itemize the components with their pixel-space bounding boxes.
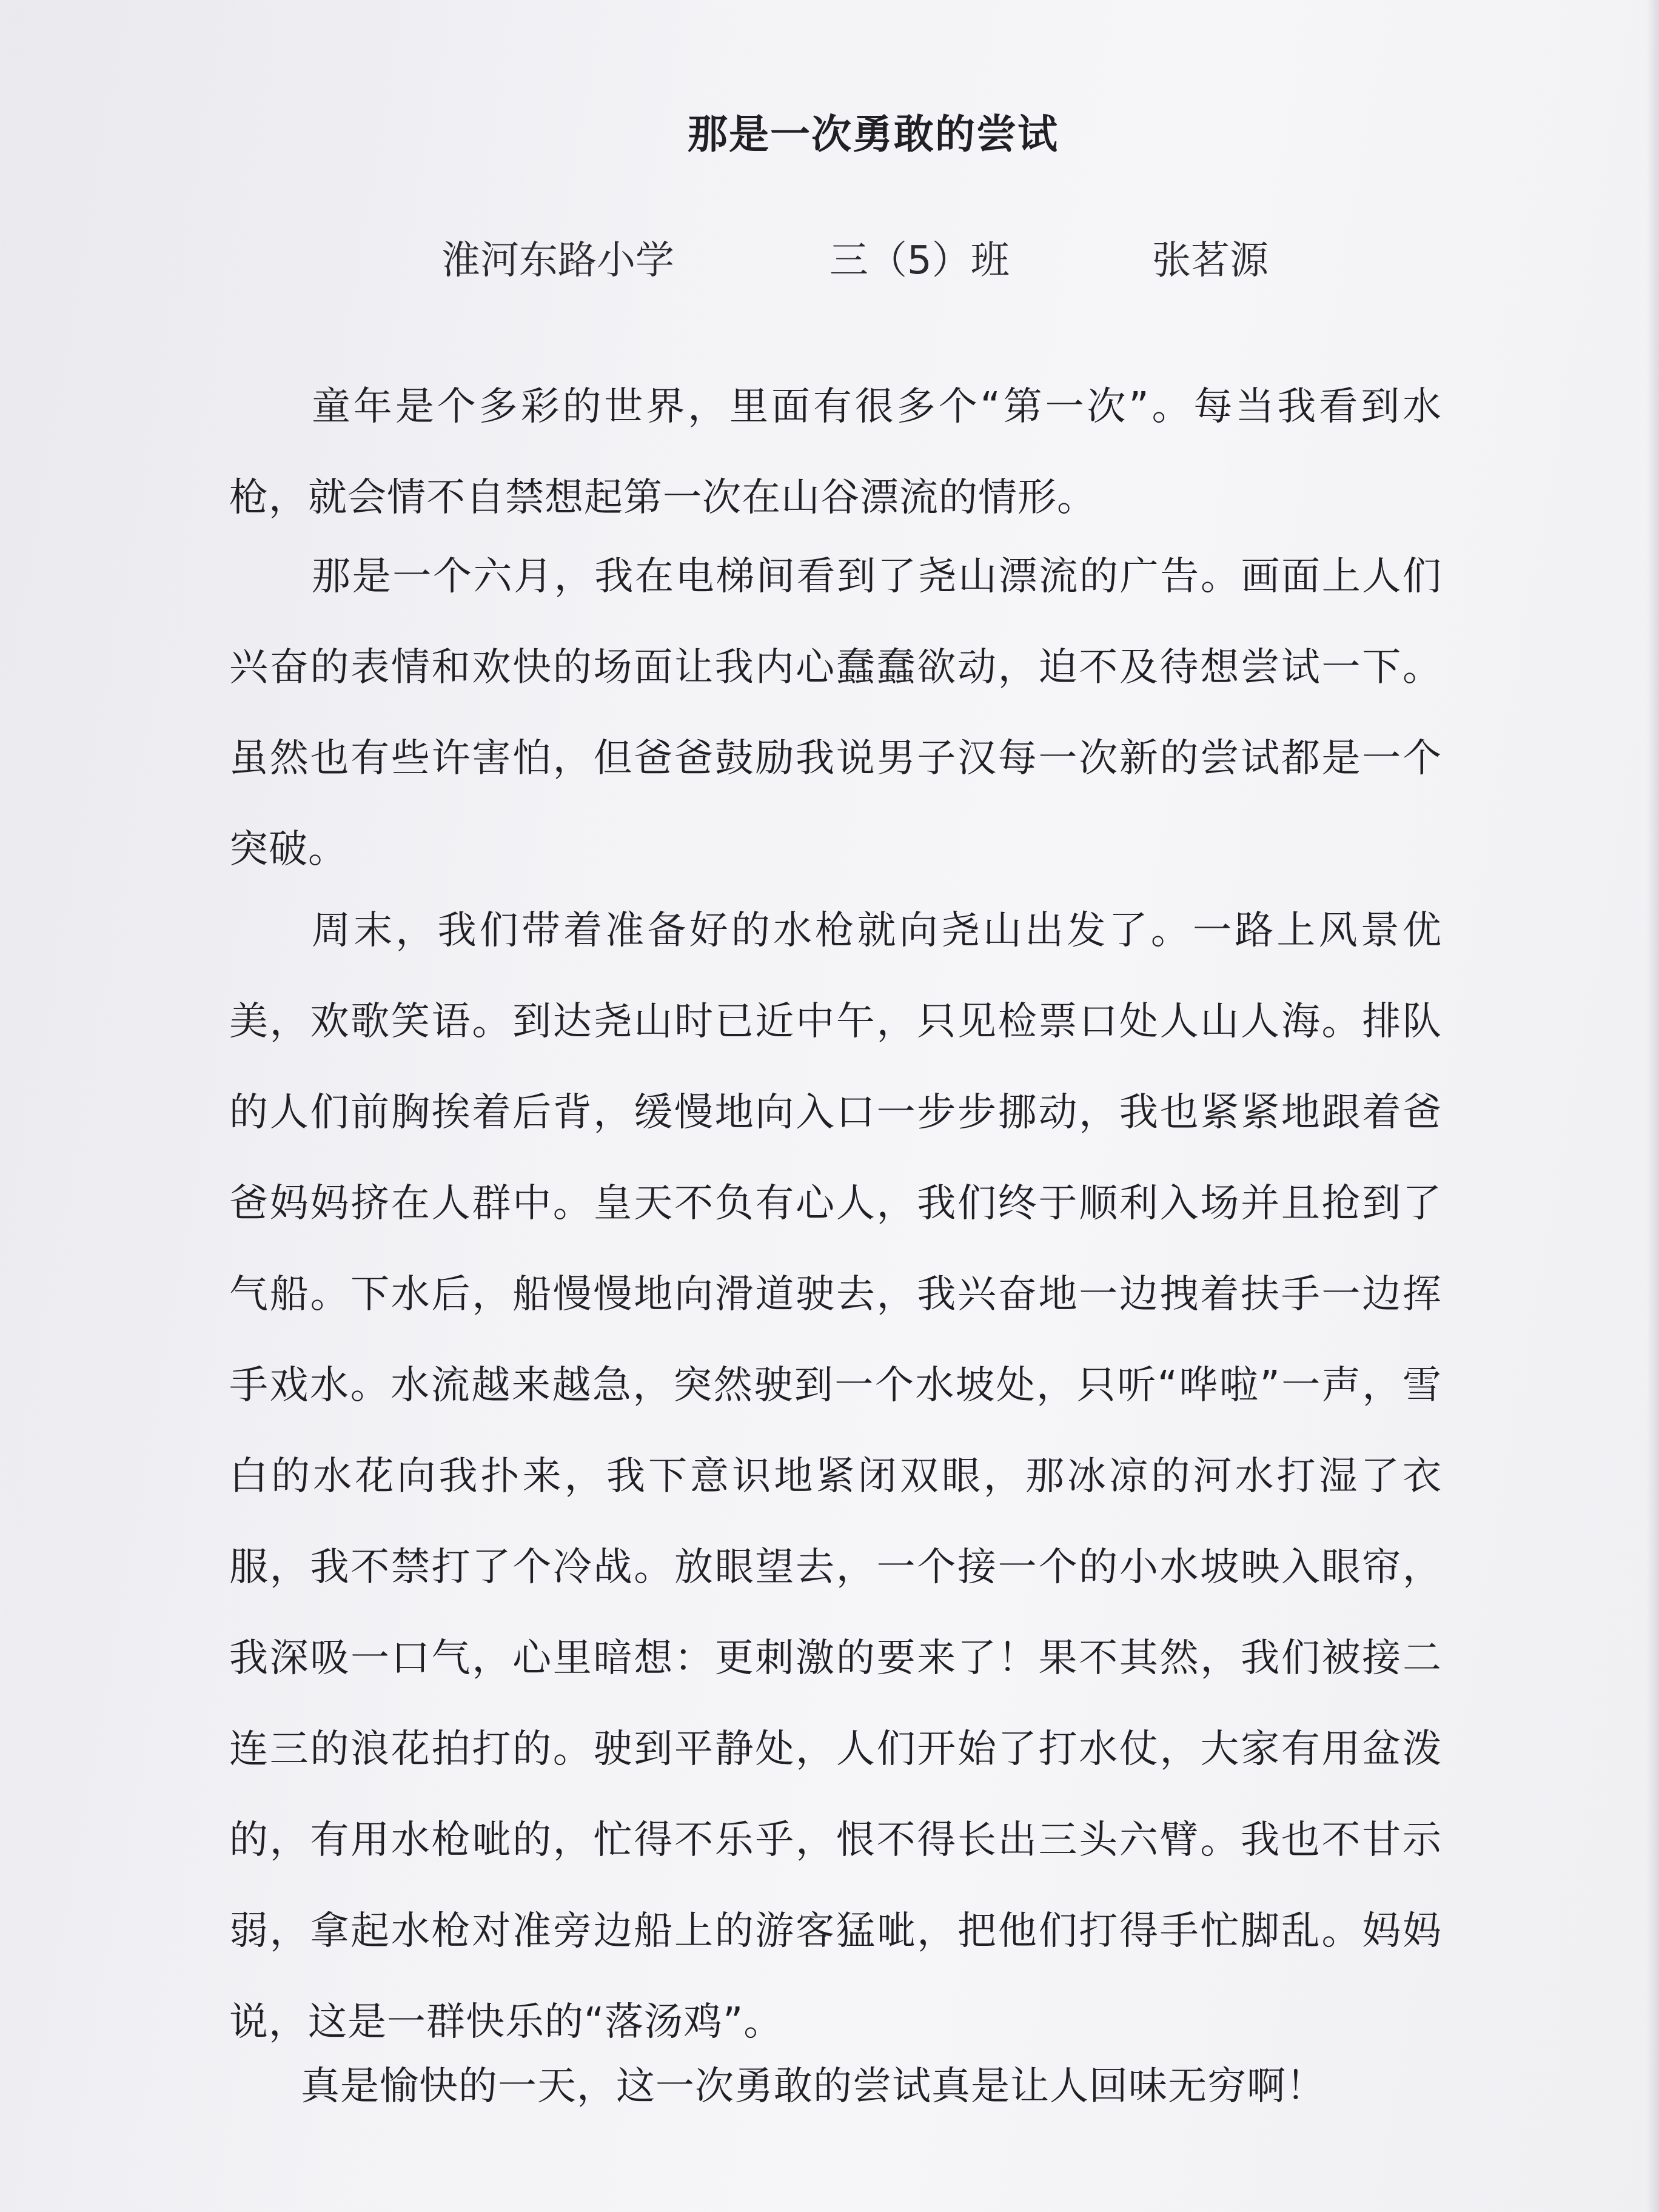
paragraph-3: 周末，我们带着准备好的水枪就向尧山出发了。一路上风景优美，欢歌笑语。到达尧山时已近中午，只见检票口处人山人海。排队的人们前胸挨着后背，缓慢地向入口一步步挪动，我也紧紧地跟着爸爸妈妈挤在人群中。皇天不负有心人，我们终于顺利入场并且抢到了气船。下水后，船慢慢地向滑道驶去，我兴奋地一边拽着扶手一边挥手戏水。水流越来越急，突然驶到一个水坡处，只听“哗啦”一声，雪白的水花向我扑来，我下意识地紧闭双眼，那冰凉的河水打湿了衣服，我不禁打了个冷战。放眼望去，一个接一个的小水坡映入眼帘，我深吸一口气，心里暗想：更刺激的要来了！果不其然，我们被接二连三的浪花拍打的。驶到平静处，人们开始了打水仗，大家有用盆泼的，有用水枪呲的，忙得不乐乎，恨不得长出三头六臂。我也不甘示弱，拿起水枪对准旁边船上的游客猛呲，把他们打得手忙脚乱。妈妈说，这是一群快乐的“落汤鸡”。 [229,908,1442,2045]
paragraph-1: 童年是个多彩的世界，里面有很多个“第一次”。每当我看到水枪，就会情不自禁想起第一次在山谷漂流的情形。 [229,384,1442,520]
paper-edge-shadow [1647,0,1659,2212]
school-name: 淮河东路小学 [441,238,674,283]
essay-title: 那是一次勇敢的尝试 [688,111,1059,158]
class-name: 三（5）班 [830,238,1010,283]
paragraph-2: 那是一个六月，我在电梯间看到了尧山漂流的广告。画面上人们兴奋的表情和欢快的场面让我内心蠢蠢欲动，迫不及待想尝试一下。虽然也有些许害怕，但爸爸鼓励我说男子汉每一次新的尝试都是一个突破。 [229,554,1442,872]
paragraph-4: 真是愉快的一天，这一次勇敢的尝试真是让人回味无穷啊！ [301,2064,1326,2109]
author-name: 张茗源 [1152,238,1269,283]
